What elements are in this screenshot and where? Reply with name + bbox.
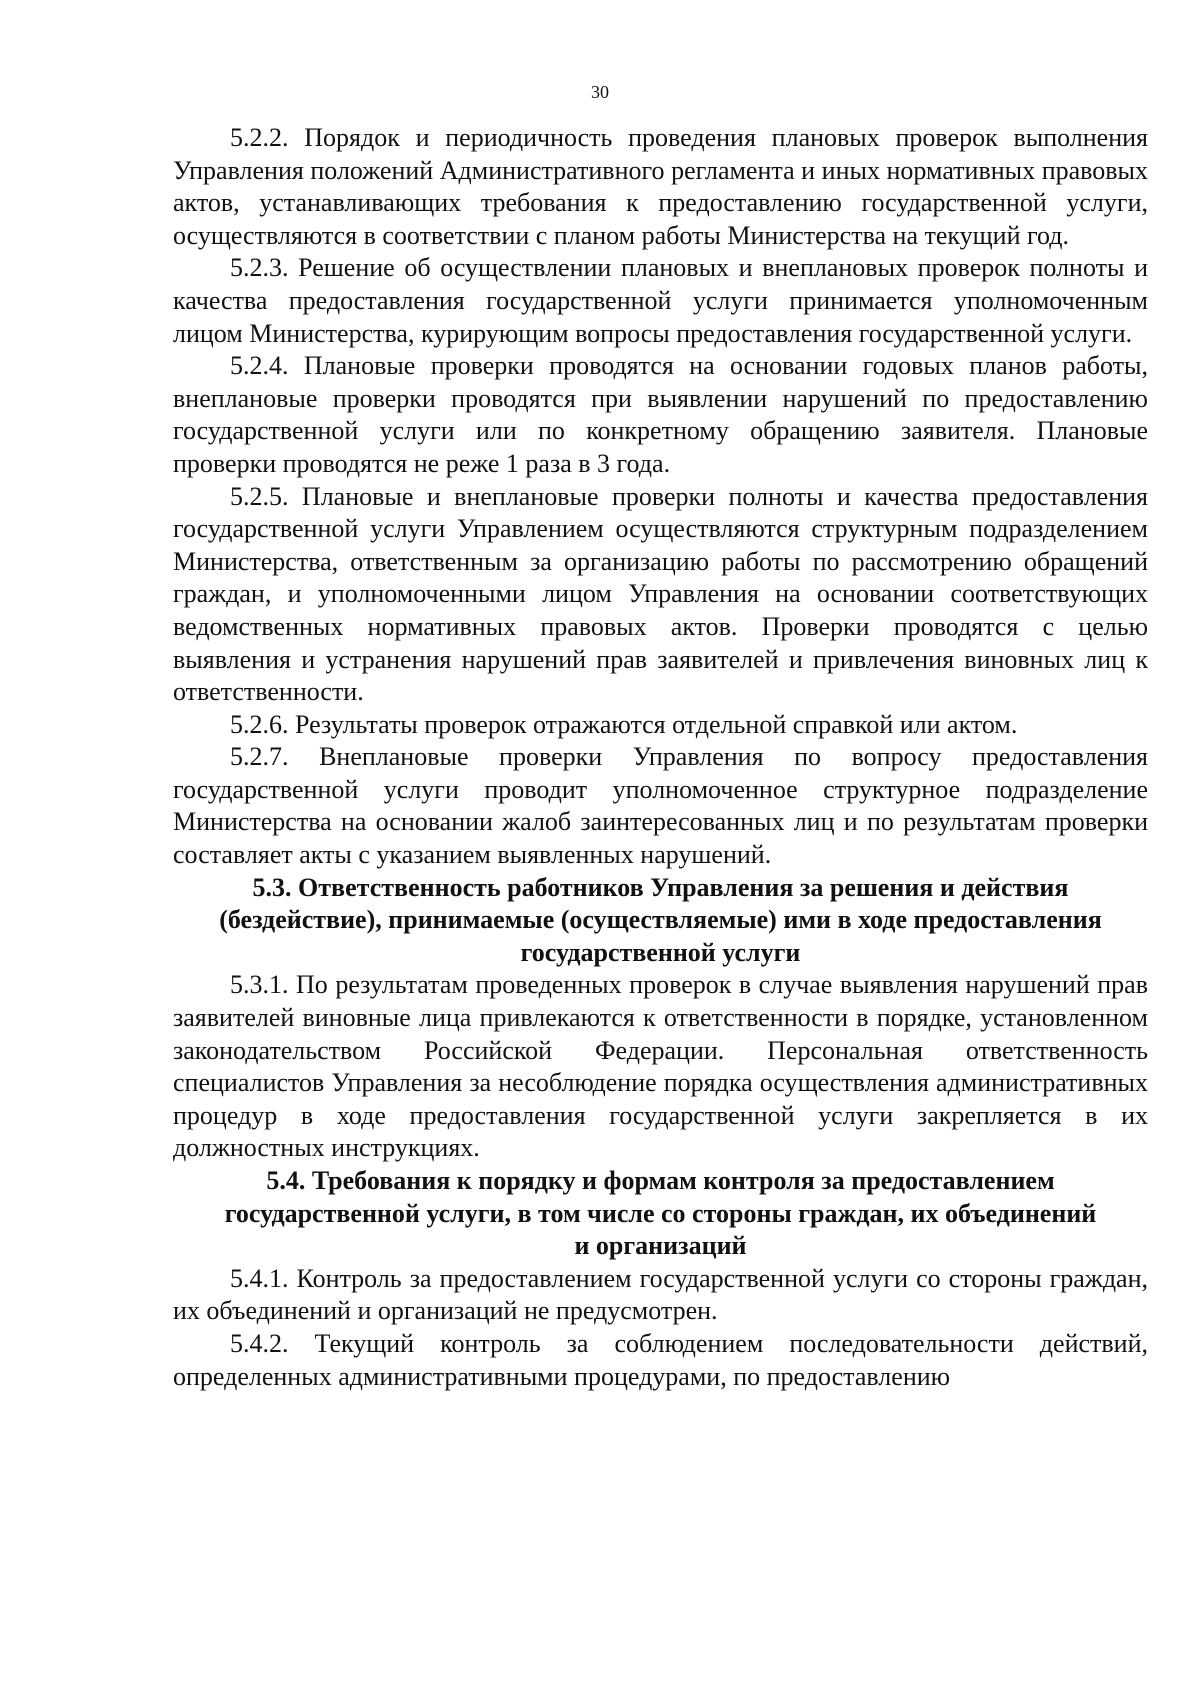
paragraph-5-2-5: 5.2.5. Плановые и внеплановые проверки полноты и качества предоставления государственной услуги Управлением осуществляются структурным подразделением Министерства, ответственным за организацию работы по рассмотрению обращений граждан, и уполномоченными лицом Управления на основании соответствующих ведомственных нормативных правовых актов. Проверки проводятся с целью выявления и устранения нарушений прав заявителей и привлечения виновных лиц к ответственности. xyxy=(173,481,1148,707)
paragraph-5-3-1: 5.3.1. По результатам проведенных проверок в случае выявления нарушений прав заявителей виновные лица привлекаются к ответственности в порядке, установленном законодательством Российской Федерации. Персональная ответственность специалистов Управления за несоблюдение порядка осуществления административных процедур в ходе предоставления государственной услуги закрепляется в их должностных инструкциях. xyxy=(173,970,1148,1163)
section-heading-5-4 xyxy=(173,1165,1148,1263)
paragraph-5-2-7: 5.2.7. Внеплановые проверки Управления по вопросу предоставления государственной услуги проводит уполномоченное структурное подразделение Министерства на основании жалоб заинтересованных лиц и по результатам проверки составляет акты с указанием выявленных нарушений. xyxy=(173,742,1148,870)
paragraph-5-2-4: 5.2.4. Плановые проверки проводятся на основании годовых планов работы, внеплановые проверки проводятся при выявлении нарушений по предоставлению государственной услуги или по конкретному обращению заявителя. Плановые проверки проводятся не реже 1 раза в 3 года. xyxy=(173,351,1148,478)
section-heading-5-3 xyxy=(173,872,1148,970)
paragraph-5-4-2: 5.4.2. Текущий контроль за соблюдением последовательности действий, определенных административными процедурами, по предоставлению xyxy=(173,1328,1148,1391)
paragraph-5-4-1: 5.4.1. Контроль за предоставлением государственной услуги со стороны граждан, их объединений и организаций не предусмотрен. xyxy=(173,1263,1148,1326)
heading-line: и организаций xyxy=(574,1231,747,1261)
heading-line: (бездействие), принимаемые (осуществляемые) ими в ходе предоставления xyxy=(219,905,1102,935)
heading-line: государственной услуги xyxy=(520,937,801,967)
paragraph-5-2-6: 5.2.6. Результаты проверок отражаются отдельной справкой или актом. xyxy=(230,709,1018,739)
paragraph-5-2-2: 5.2.2. Порядок и периодичность проведения плановых проверок выполнения Управления положений Административного регламента и иных нормативных правовых актов, устанавливающих требования к предоставлению государственной услуги, осуществляются в соответствии с планом работы Министерства на текущий год. xyxy=(173,123,1148,250)
heading-line: 5.4. Требования к порядку и формам контроля за предоставлением xyxy=(266,1166,1055,1195)
paragraph-5-2-3: 5.2.3. Решение об осуществлении плановых и внеплановых проверок полноты и качества предоставления государственной услуги принимается уполномоченным лицом Министерства, курирующим вопросы предоставления государственной услуги. xyxy=(173,253,1148,348)
heading-line: 5.3. Ответственность работников Управления за решения и действия xyxy=(252,872,1069,902)
heading-line: государственной услуги, в том числе со стороны граждан, их объединений xyxy=(224,1198,1097,1228)
document-body xyxy=(173,122,1148,1393)
page-number: 30 xyxy=(591,82,609,102)
